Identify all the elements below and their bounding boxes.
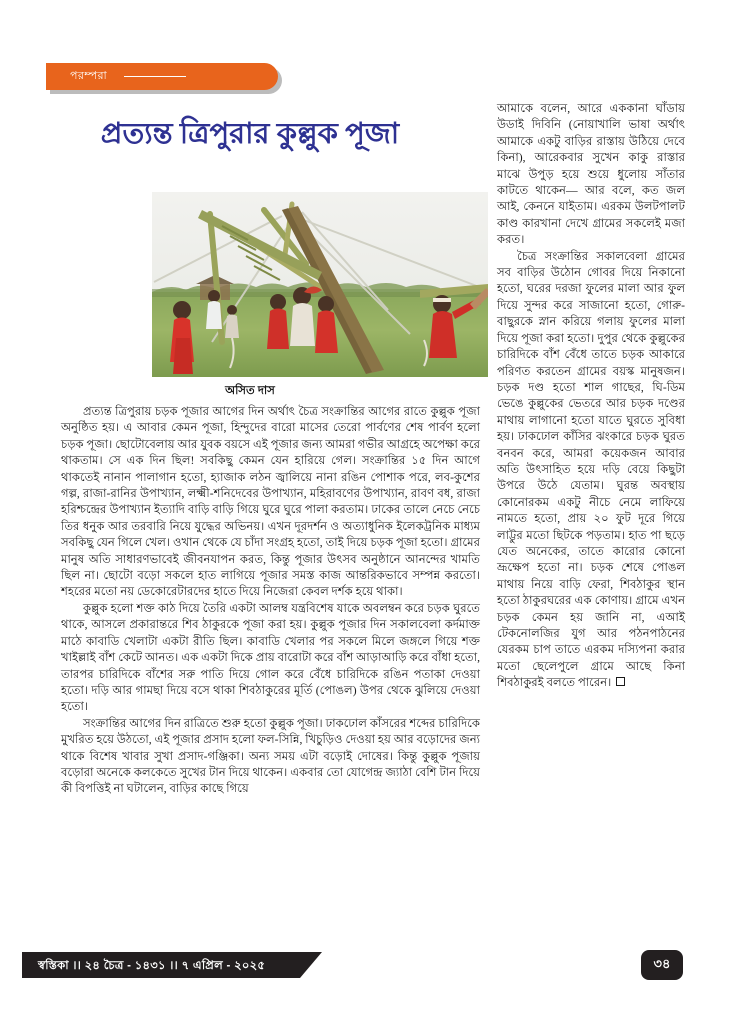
- category-tab-label: পরম্পরা: [70, 70, 108, 82]
- article-author: অসিত দাস: [225, 385, 275, 397]
- category-tab: [46, 63, 278, 91]
- end-of-article-mark: [616, 677, 625, 686]
- paragraph-text: চৈত্র সংক্রান্তির সকালবেলা গ্রামের সব বাড়ির উঠোন গোবর দিয়ে নিকানো হতো, ঘরের দরজা ফুলের মালা আর ফুল দিয়ে সুন্দর করে সাজানো হতো, গোরু-বাছুরকে স্নান করিয়ে গলায় ফুলের মালা দিয়ে পূজা করা হতো। দুপুর থেকে কুল্লুকের চারিদিকে বাঁশ বেঁধে তাতে চড়ক আকারে পরিণত করতেন গ্রামের বয়স্ক মানুষজন। চড়ক দণ্ড হতো শাল গাছের, ঘি-ডিম ভেঙে কুল্লুকের ভেতরে আর চড়ক দণ্ডের মাথায় লাগানো হতো যাতে ঘুরতে সুবিধা হয়। ঢাকঢোল কাঁসির ঝংকারে চড়ক ঘুরত বনবন করে, আমরা কয়েকজন আবার অতি উৎসাহিত হয়ে দড়ি বেয়ে কিছুটা উপরে উঠে যেতাম। ঘুরন্ত অবস্থায় কোনোরকম একটু নীচে নেমে লাফিয়ে নামতে হতো, প্রায় ২০ ফুট দূরে গিয়ে লাট্টুর মতো ছিটকে পড়তাম। হাত পা ছড়ে যেত অনেকের, তাতে কারোর কোনো ভ্রূক্ষেপ হতো না। চড়ক শেষে পোঙল মাথায় নিয়ে বাড়ি ফেরা, শিবঠাকুর স্থান হতো ঠাকুরঘরের এক কোণায়। গ্রামে এখন চড়ক কেমন হয় জানি না, এআই টেকনোলজির যুগ আর পঠনপাঠনের যেরকম চাপ তাতে এরকম দস্যিপনা করার মতো ছেলেপুলে গ্রামে আছে কিনা শিবঠাকুরই বলতে পারেন।: [497, 249, 685, 690]
- paragraph: সংক্রান্তির আগের দিন রাত্রিতে শুরু হতো কুল্লুক পূজা। ঢাকঢোল কাঁসরের শব্দের চারিদিকে মুখরিত হয়ে উঠতো, এই পূজার প্রসাদ হলো ফল-সিন্নি, খিচুড়িও দেওয়া হয় আর বড়োদের জন্য থাকে বিশেষ খাবার সুখা প্রসাদ-গঞ্জিকা। অন্য সময় এটা বড়োই দোষের। কিন্তু কুল্লুক পূজায় বড়োরা অনেকে কলকেতে সুখের টান দিয়ে থাকেন। একবার তো যোগেন্দ্র জ্যাঠা বেশি টান দিয়ে কী বিপত্তিই না ঘটালেন, বাড়ির কাছে গিয়ে: [61, 716, 480, 796]
- right-column: [497, 101, 685, 692]
- page-number-badge: ৩৪: [641, 950, 683, 980]
- paragraph: প্রত্যন্ত ত্রিপুরায় চড়ক পূজার আগের দিন অর্থাৎ চৈত্র সংক্রান্তির আগের রাতে কুল্লুক পূজা অনুষ্ঠিত হয়। এ আবার কেমন পূজা, হিন্দুদের বারো মাসের তেরো পার্বণের শেষ পার্বণ হলো চড়ক পূজা। ছোটোবেলায় আর যুবক বয়সে এই পূজার জন্য আমরা গভীর আগ্রহে অপেক্ষা করে থাকতাম। সে এক দিন ছিল! সবকিছু কেমন যেন হারিয়ে গেল। সংক্রান্তির ১৫ দিন আগে থাকতেই নানান পালাগান হতো, হ্যাজাক লঠন জ্বালিয়ে নানা রঙিন পোশাক পরে, লব-কুশের গল্প, রাজা-রানির উপাখ্যান, লক্ষ্মী-শনিদেবের উপাখ্যান, মহিরাবণের উপাখ্যান, রাবণ বধ, রাজা হরিশ্চন্দ্রের উপাখ্যান ইত্যাদি বাড়ি বাড়ি গিয়ে ঘুরে ঘুরে পালা করতাম। ঢাকের তালে নেচে নেচে তির ধনুক আর তরবারি নিয়ে যুদ্ধের অভিনয়। এখন দূরদর্শন ও অত্যাধুনিক ইলেকট্রনিক মাধ্যম সবকিছু যেন গিলে খেল। ওখান থেকে যে চাঁদা সংগ্রহ হতো, তাই দিয়ে চড়ক পূজা হতো। গ্রামের মানুষ অতি সাধারণভাবেই জীবনযাপন করত, কিন্তু পূজার উৎসব অনুষ্ঠানে আনন্দের খামতি ছিল না। ছোটো বড়ো সকলে হাত লাগিয়ে পূজার সমস্ত কাজ আন্তরিকভাবে সম্পন্ন করতো। শহরের মতো নয় ডেকোরেটারদের হাতে দিয়ে নিজেরা কেবল দর্শক হয়ে থাকা।: [61, 405, 480, 599]
- paragraph: কুল্লুক হলো শক্ত কাঠ দিয়ে তৈরি একটা আলম্ব যন্ত্রবিশেষ যাকে অবলম্বন করে চড়ক ঘুরতে থাকে, আসলে প্রকারান্তরে শিব ঠাকুরকে পূজা করা হয়। কুল্লুক পূজার দিন সকালবেলা কর্দমাক্ত মাঠে কাবাডি খেলাটা একটা রীতি ছিল। কাবাডি খেলার পর সকলে মিলে জঙ্গলে গিয়ে শক্ত খাইল্লাই বাঁশ কেটে আনত। এক একটা দিকে প্রায় বারোটা করে বাঁশ আড়াআড়ি করে বাঁধা হতো, তারপর চারিদিকে বাঁশের সরু পাতি দিয়ে গোল করে বেঁধে চারিদিকে রঙিন পতাকা দেওয়া হতো। দড়ি আর গামছা দিয়ে বসে থাকা শিবঠাকুরের মূর্তি (পোঙল) উপর থেকে ঝুলিয়ে দেওয়া হতো।: [61, 601, 480, 714]
- paragraph: আমাকে বলেন, আরে এককানা ঘাঁডায় উডাই দিবিনি (নোয়াখালি ভাষা অর্থাৎ আমাকে একটু বাড়ির রাস্তায় উঠিয়ে দেবে কিনা), আরেকবার সুখেন কাকু রাস্তার মাঝে উপুড় হয়ে শুয়ে ধুলোয় সাঁতার কাটতে থাকেন— আর বলে, কত জল আই, কেননে যাইতাম। এরকম উলটপালট কাণ্ড কারখানা দেখে গ্রামের সকলেই মজা করত।: [497, 102, 685, 247]
- left-column: [61, 404, 480, 798]
- page-title: প্রত্যন্ত ত্রিপুরার কুল্লুক পূজা: [100, 118, 400, 150]
- footer-magazine-line: স্বস্তিকা ।। ২৪ চৈত্র - ১৪৩১ ।। ৭ এপ্রিল - ২০২৫: [38, 960, 266, 972]
- paragraph-with-endmark: [497, 249, 685, 692]
- article-photo: [152, 192, 488, 377]
- category-tab-rule: [124, 76, 186, 77]
